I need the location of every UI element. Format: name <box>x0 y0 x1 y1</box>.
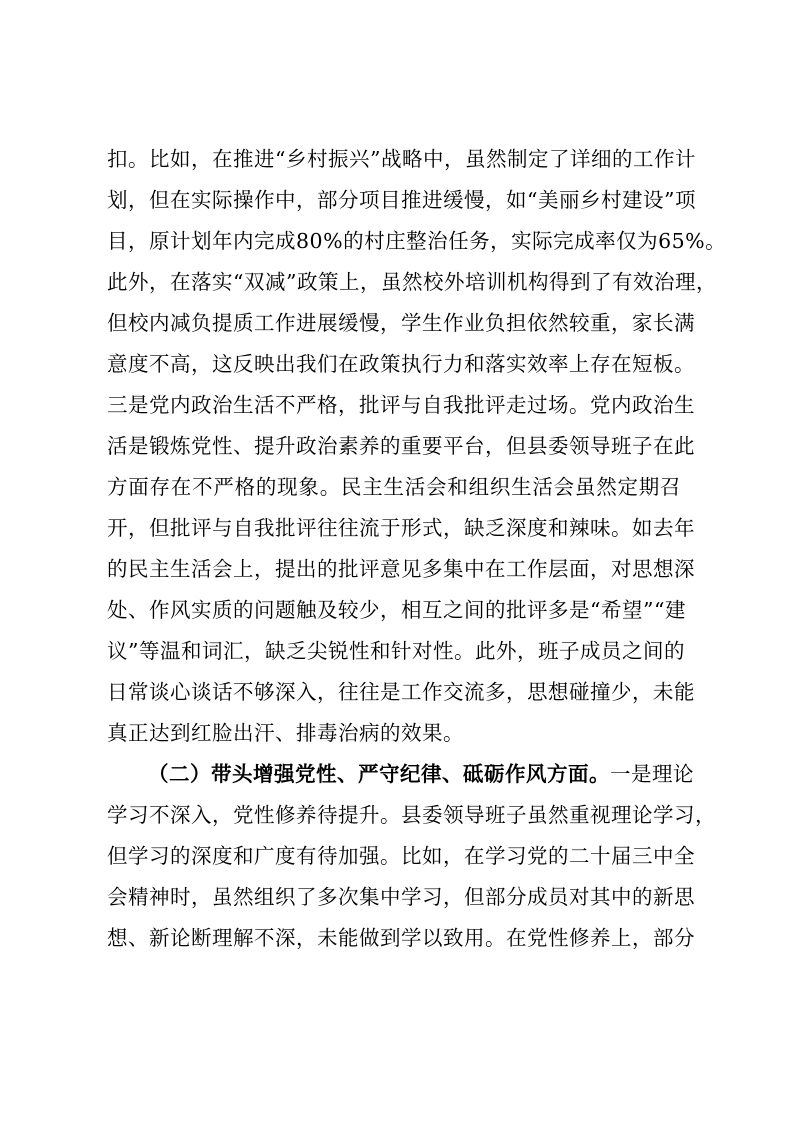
paragraph-line: 但校内减负提质工作进展缓慢，学生作业负担依然较重，家长满 <box>107 311 695 335</box>
paragraph-line: 学习不深入，党性修养待提升。县委领导班子虽然重视理论学习， <box>107 803 716 827</box>
paragraph-line: 会精神时，虽然组织了多次集中学习，但部分成员对其中的新思 <box>107 885 695 909</box>
paragraph-line: 日常谈心谈话不够深入，往往是工作交流多，思想碰撞少，未能 <box>107 680 695 704</box>
paragraph-line: 划，但在实际操作中，部分项目推进缓慢，如“美丽乡村建设”项 <box>107 188 696 212</box>
paragraph-line: 真正达到红脸出汗、排毒治病的效果。 <box>107 721 464 745</box>
paragraph-line: 想、新论断理解不深，未能做到学以致用。在党性修养上，部分 <box>107 926 695 950</box>
paragraph-line: 三是党内政治生活不严格，批评与自我批评走过场。党内政治生 <box>107 393 695 417</box>
paragraph-line: 方面存在不严格的现象。民主生活会和组织生活会虽然定期召 <box>107 475 681 499</box>
paragraph-line: 开，但批评与自我批评往往流于形式，缺乏深度和辣味。如去年 <box>107 516 695 540</box>
paragraph-line: 议”等温和词汇，缺乏尖锐性和针对性。此外，班子成员之间的 <box>107 639 685 663</box>
paragraph-line: 活是锻炼党性、提升政治素养的重要平台，但县委领导班子在此 <box>107 434 695 458</box>
paragraph-line: 目，原计划年内完成80%的村庄整治任务，实际完成率仅为65%。 <box>107 229 727 253</box>
section-heading-line <box>148 756 694 792</box>
paragraph-line: 意度不高，这反映出我们在政策执行力和落实效率上存在短板。 <box>107 352 695 376</box>
paragraph-line: 处、作风实质的问题触及较少，相互之间的批评多是“希望”“建 <box>107 598 686 622</box>
paragraph-line: 但学习的深度和广度有待加强。比如，在学习党的二十届三中全 <box>107 844 695 868</box>
section-heading-continuation: 一是理论 <box>610 762 694 786</box>
paragraph-line: 扣。比如，在推进“乡村振兴”战略中，虽然制定了详细的工作计 <box>107 147 696 171</box>
paragraph-line: 的民主生活会上，提出的批评意见多集中在工作层面，对思想深 <box>107 557 695 581</box>
section-heading: （二）带头增强党性、严守纪律、砥砺作风方面。 <box>148 762 610 786</box>
paragraph-line: 此外，在落实“双减”政策上，虽然校外培训机构得到了有效治理， <box>107 270 717 294</box>
